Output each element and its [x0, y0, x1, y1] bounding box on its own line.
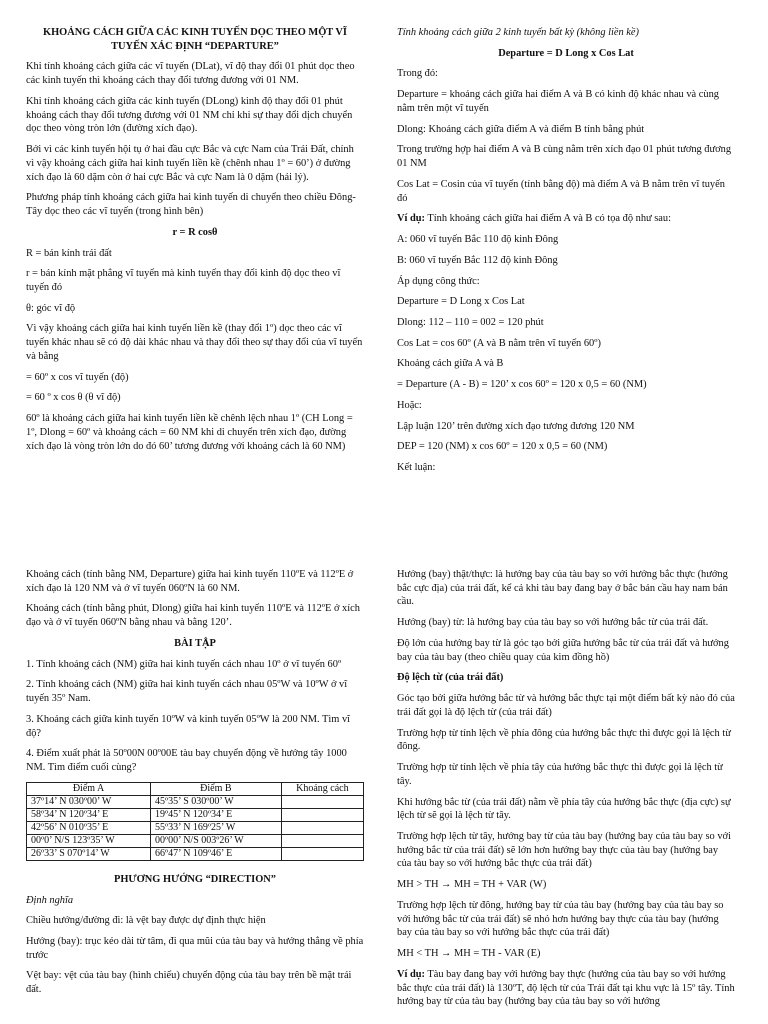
paragraph: Lập luận 120’ trên đường xích đạo tương đương 120 NM — [397, 420, 635, 432]
paragraph: Hoặc: — [397, 399, 422, 411]
paragraph: Trong đó: — [397, 68, 438, 80]
table-cell: 55º33’ N 169º25’ W — [151, 821, 282, 834]
column-departure-formula — [397, 26, 735, 482]
table-cell — [281, 795, 363, 808]
formula-radius: r = R cosθ — [172, 226, 218, 238]
deviation-title: Độ lệch từ (của trái đất) — [397, 672, 504, 684]
table-header-row — [27, 782, 364, 795]
paragraph: Độ lớn của hướng bay từ là góc tạo bởi giữa hướng bắc từ của trái đất và hướng bay của tàu bay (theo chiều quay của kim đồng hồ) — [397, 637, 729, 663]
paragraph: Chiều hướng/đường đi: là vệt bay được dự định thực hiện — [26, 915, 266, 927]
paragraph: = Departure (A - B) = 120’ x cos 60º = 120 x 0,5 = 60 (NM) — [397, 379, 647, 391]
coordinates-table — [26, 782, 364, 861]
table-cell: 00º0’ N/S 123º35’ W — [27, 834, 151, 847]
exercise-item: 4. Điểm xuất phát là 50º00N 00º00E tàu bay chuyển động về hướng tây 1000 NM. Tìm điểm cuối cùng? — [26, 748, 347, 774]
paragraph: Dlong: 112 – 110 = 002 = 120 phút — [397, 317, 544, 329]
paragraph: = 60 º x cos θ (θ vĩ độ) — [26, 392, 121, 404]
exercise-item: 1. Tính khoảng cách (NM) giữa hai kinh tuyến cách nhau 10º ở vĩ tuyến 60º — [26, 658, 342, 670]
paragraph: Khoảng cách giữa A và B — [397, 358, 504, 370]
example-paragraph — [397, 212, 735, 226]
table-cell: 66º47’ N 109º46’ E — [151, 847, 282, 860]
exercise-item: 3. Khoảng cách giữa kinh tuyến 10ºW và kinh tuyến 05ºW là 200 NM. Tìm vĩ độ? — [26, 713, 351, 739]
example-label: Ví dụ: — [397, 968, 426, 980]
paragraph: Hướng (bay) thật/thực: là hướng bay của tàu bay so với hướng bắc thực (hướng bắc cực địa) của trái đất, kể cả khi tàu bay đang bay ở bắc bán cầu hay nam bán cầu. — [397, 569, 728, 608]
paragraph: Trường hợp lệch từ tây, hướng bay từ của tàu bay (hướng bay của tàu bay so với hướng bắc từ của trái đất) sẽ lớn hơn hướng bay thực của tàu bay (hướng bay của tàu bay so với hướng bắc thực của trái đất) — [397, 831, 731, 870]
column-departure-intro — [26, 26, 364, 460]
paragraph: Phương pháp tính khoảng cách giữa hai kinh tuyến di chuyển theo chiều Đông-Tây dọc theo các vĩ tuyến (trong hình bên) — [26, 192, 356, 218]
paragraph: Vì vậy khoảng cách giữa hai kinh tuyến liền kề (thay đổi 1º) dọc theo các vĩ tuyến khác nhau sẽ có độ dài khác nhau và thay đổi theo sự thay đổi của vĩ tuyến và bằng — [26, 323, 363, 362]
paragraph: = 60º x cos vĩ tuyến (độ) — [26, 371, 129, 383]
paragraph: Hướng (bay): trục kéo dài từ tâm, đi qua mũi của tàu bay và hướng thẳng về phía trước — [26, 936, 364, 961]
formula-east: MH < TH → MH = TH - VAR (E) — [397, 948, 541, 960]
paragraph: Khi hướng bắc từ (của trái đất) nằm về phía tây của hướng bắc thực (địa cực) sự lệch từ sẽ gọi là lệch từ tây. — [397, 796, 731, 822]
example-text: Tàu bay đang bay với hướng bay thực (hướng của tàu bay so với hướng bắc thực của trái đất) là 130ºT, độ lệch từ của Trái đất tại khu vực là 15º tây. Tính hướng bay từ của tàu bay (hướng bay của tàu bay so với hướng — [397, 968, 735, 1008]
paragraph: Góc tạo bởi giữa hướng bắc từ và hướng bắc thực tại một điểm bất kỳ nào đó của trái đất gọi là độ lệch từ (của trái đất) — [397, 693, 735, 718]
paragraph: Trường hợp lệch từ đông, hướng bay từ của tàu bay (hướng bay của tàu bay so với hướng bắc từ của trái đất) sẽ nhỏ hơn hướng bay thực của tàu bay (hướng bay của tàu bay so với hướng bắc thực của trái đất) — [397, 899, 724, 939]
table-cell — [281, 834, 363, 847]
table-row — [27, 821, 364, 834]
paragraph: Cos Lat = Cosin của vĩ tuyến (tính bằng độ) mà điểm A và B nằm trên vĩ tuyến đó — [397, 178, 725, 204]
paragraph: DEP = 120 (NM) x cos 60º = 120 x 0,5 = 60 (NM) — [397, 441, 608, 453]
section-heading: Tính khoảng cách giữa 2 kinh tuyến bất kỳ (không liền kề) — [397, 27, 639, 38]
table-cell — [281, 847, 363, 860]
paragraph: Khoảng cách (tính bằng NM, Departure) giữa hai kinh tuyến 110ºE và 112ºE ở xích đạo là 120 NM và ở vĩ tuyến 060ºN là 60 NM. — [26, 569, 354, 594]
table-cell: 58º34’ N 120º34’ E — [27, 808, 151, 821]
section-title-departure: KHOẢNG CÁCH GIỮA CÁC KINH TUYẾN DỌC THEO MỘT VĨ TUYẾN XÁC ĐỊNH “DEPARTURE” — [43, 27, 347, 52]
table-cell: 19º45’ N 120º34’ E — [151, 808, 282, 821]
column-magnetic-variation — [397, 568, 735, 1016]
exercise-title: BÀI TẬP — [174, 637, 216, 649]
paragraph: Departure = D Long x Cos Lat — [397, 296, 525, 308]
paragraph: θ: góc vĩ độ — [26, 302, 76, 314]
paragraph: Bởi vì các kinh tuyến hội tụ ở hai đầu cực Bắc và cực Nam của Trái Đất, chính vì vậy khoảng cách giữa hai kinh tuyến liền kề (chênh nhau 1º = 60’) ở đường xích đạo là 60 dặm còn ở hai cực Bắc và cực Nam là 0 dặm (hải lý). — [26, 144, 354, 183]
formula-departure: Departure = D Long x Cos Lat — [498, 47, 634, 59]
table-cell: 45º35’ S 030º00’ W — [151, 795, 282, 808]
paragraph: Trong trường hợp hai điểm A và B cùng nằm trên xích đạo 01 phút tương đương 01 NM — [397, 144, 732, 170]
example-text: Tính khoảng cách giữa hai điểm A và B có tọa độ như sau: — [425, 213, 671, 225]
table-cell: 37º14’ N 030º00’ W — [27, 795, 151, 808]
paragraph: Khi tính khoảng cách giữa các vĩ tuyến (DLat), vĩ độ thay đổi 01 phút dọc theo các kinh tuyến thì khoảng cách thay đổi tương đương với 01 NM. — [26, 61, 355, 87]
column-exercises — [26, 568, 364, 1004]
paragraph: Áp dụng công thức: — [397, 275, 480, 287]
formula-west: MH > TH → MH = TH + VAR (W) — [397, 879, 547, 891]
table-cell: 42º56’ N 010º35’ E — [27, 821, 151, 834]
paragraph: Trường hợp từ tính lệch về phía đông của hướng bắc thực thì được gọi là lệch từ đông. — [397, 727, 731, 753]
example-label: Ví dụ: — [397, 213, 426, 225]
column-header: Khoảng cách — [281, 782, 363, 795]
paragraph: r = bán kính mặt phẳng vĩ tuyến mà kinh tuyến thay đổi kinh độ dọc theo vĩ tuyến đó — [26, 268, 341, 294]
exercise-item: 2. Tính khoảng cách (NM) giữa hai kinh tuyến cách nhau 05ºW và 10ºW ở vĩ tuyến 35º Nam. — [26, 679, 348, 705]
paragraph: R = bán kính trái đất — [26, 247, 112, 259]
table-row — [27, 847, 364, 860]
section-title-direction: PHƯƠNG HƯỚNG “DIRECTION” — [113, 873, 277, 885]
table-row — [27, 795, 364, 808]
paragraph: A: 060 vĩ tuyến Bắc 110 độ kinh Đông — [397, 234, 559, 246]
table-cell — [281, 821, 363, 834]
paragraph: Khi tính khoảng cách giữa các kinh tuyến (DLong) kinh độ thay đổi 01 phút khoảng cách thay đổi tương đương với 01 NM chỉ khi sự thay đổi dịch chuyển dọc theo vòng tròn lớn (đường xích đạo). — [26, 95, 353, 135]
paragraph: 60º là khoảng cách giữa hai kinh tuyến liền kề chênh lệch nhau 1º (CH Long = 1º, Dlong = 60º và khoảng cách = 60 NM khi di chuyển trên xích đạo, đường xích đạo là vòng tròn lớn do đó 60’ tương đương với khoảng cách là 60 NM) — [26, 413, 353, 452]
paragraph: Dlong: Khoảng cách giữa điểm A và điểm B tính bằng phút — [397, 123, 645, 135]
paragraph: B: 060 vĩ tuyến Bắc 112 độ kinh Đông — [397, 254, 558, 266]
paragraph: Vệt bay: vệt của tàu bay (hình chiếu) chuyển động của tàu bay trên bề mặt trái đất. — [26, 970, 352, 996]
column-header: Điểm B — [151, 782, 282, 795]
table-row — [27, 834, 364, 847]
paragraph: Khoảng cách (tính bằng phút, Dlong) giữa hai kinh tuyến 110ºE và 112ºE ở xích đạo và ở vĩ tuyến 060ºN bằng nhau và bằng 120’. — [26, 603, 360, 629]
paragraph: Departure = khoảng cách giữa hai điểm A và B có kinh độ khác nhau và cùng nằm trên một vĩ tuyến — [397, 89, 719, 114]
definition-heading: Định nghĩa — [26, 894, 74, 906]
example-paragraph — [397, 968, 735, 1009]
column-header: Điểm A — [27, 782, 151, 795]
table-cell — [281, 808, 363, 821]
paragraph: Kết luận: — [397, 462, 436, 474]
paragraph: Trường hợp từ tính lệch về phía tây của hướng bắc thực thì được gọi là lệch từ tây. — [397, 762, 723, 787]
paragraph: Hướng (bay) từ: là hướng bay của tàu bay so với hướng bắc từ của trái đất. — [397, 617, 709, 629]
table-row — [27, 808, 364, 821]
table-cell: 00º00’ N/S 003º26’ W — [151, 834, 282, 847]
paragraph: Cos Lat = cos 60º (A và B nằm trên vĩ tuyến 60º) — [397, 337, 601, 349]
table-cell: 26º33’ S 070º14’ W — [27, 847, 151, 860]
